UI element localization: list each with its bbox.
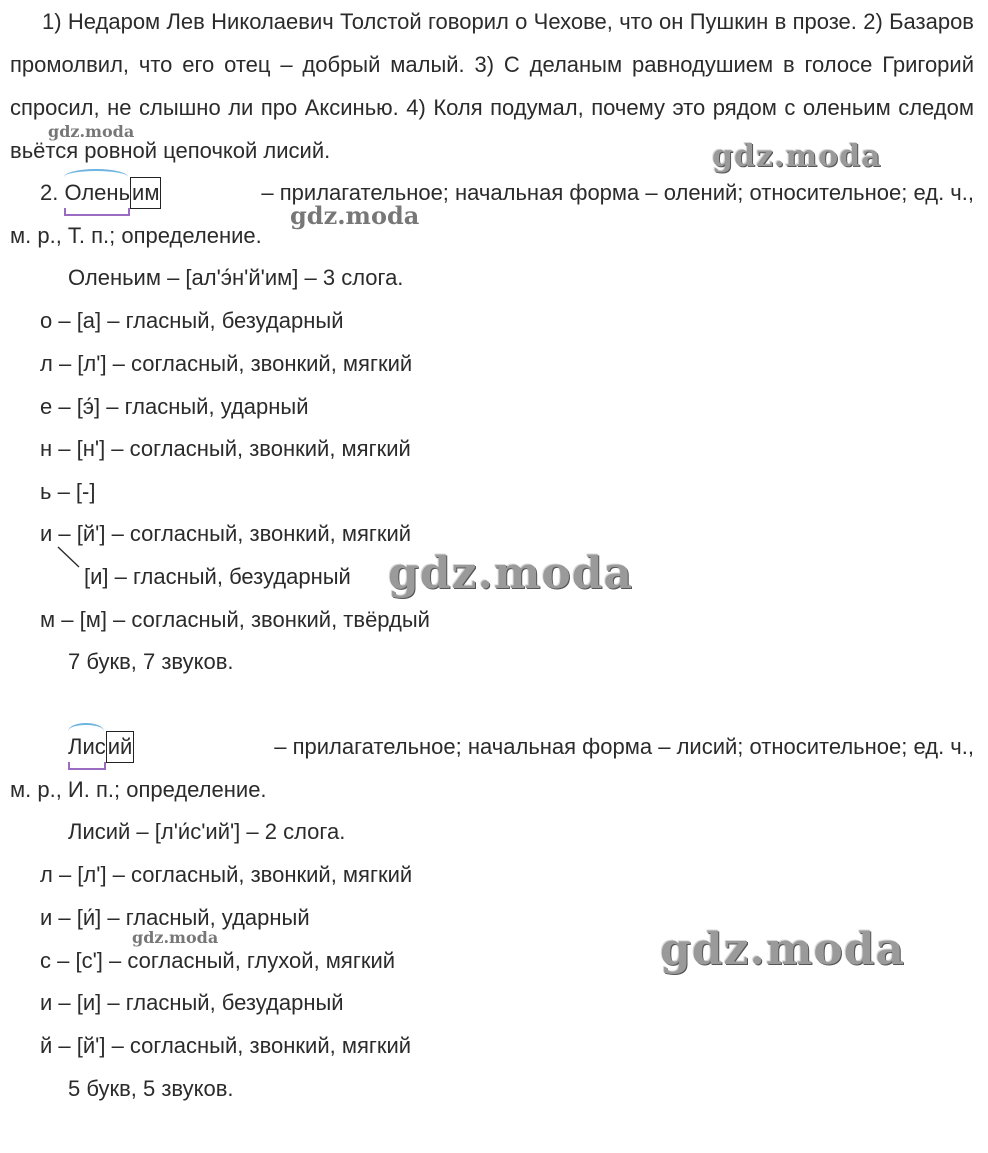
watermark: gdz.moda	[388, 548, 634, 599]
word1-root	[64, 178, 130, 208]
word1-soft-sign: ь	[118, 180, 131, 205]
word2-analysis-line1	[68, 725, 974, 768]
word1-analysis-line1	[40, 171, 974, 214]
word1-heading	[40, 171, 161, 214]
word2-stem	[68, 732, 106, 762]
word2-letter-count: 5 букв, 5 звуков.	[68, 1076, 234, 1101]
word1-description: – прилагательное; начальная форма – олений; относительное; ед. ч.,	[261, 180, 974, 205]
sound-row: с – [с'] – согласный, глухой, мягкий	[40, 948, 396, 973]
sound-row: й – [й'] – согласный, звонкий, мягкий	[40, 1033, 412, 1058]
sound-row: л – [л'] – согласный, звонкий, мягкий	[40, 351, 413, 376]
sound-row: [и] – гласный, безударный	[84, 564, 351, 589]
word2-heading	[68, 725, 134, 768]
sound-row: ь – [-]	[40, 479, 96, 504]
word2-root	[68, 732, 106, 762]
watermark: gdz.moda	[132, 928, 219, 947]
word1-ending-box: им	[130, 177, 161, 209]
word1-analysis-line2: м. р., Т. п.; определение.	[10, 223, 262, 248]
sound-row: и – [и́] – гласный, ударный	[40, 905, 310, 930]
sound-row: м – [м] – согласный, звонкий, твёрдый	[40, 607, 430, 632]
word2-transcription: Лисий – [л'и́с'ий'] – 2 слога.	[68, 819, 346, 844]
sound-row: о – [а] – гласный, безударный	[40, 308, 344, 333]
word1-letter-count: 7 букв, 7 звуков.	[68, 649, 234, 674]
word1-stem	[64, 178, 130, 208]
sound-row: н – [н'] – согласный, звонкий, мягкий	[40, 436, 411, 461]
intro-paragraph: 1) Недаром Лев Николаевич Толстой говорил о Чехове, что он Пушкин в прозе. 2) Базаров промолвил, что его отец – добрый малый. 3) С деланым равнодушием в голосе Григорий спросил, не слышно ли про Аксинью. 4) Коля подумал, почему это рядом с оленьим следом вьётся ровной цепочкой лисий.	[10, 9, 974, 163]
word1-root-text: Олен	[64, 180, 119, 205]
word2-ending-box: ий	[106, 731, 135, 763]
sound-row: и – [и] – гласный, безударный	[40, 990, 344, 1015]
sound-row: л – [л'] – согласный, звонкий, мягкий	[40, 862, 413, 887]
sound-row: е – [э́] – гласный, ударный	[40, 394, 309, 419]
watermark: gdz.moda	[660, 924, 906, 975]
watermark: gdz.moda	[48, 122, 135, 141]
word2-description: – прилагательное; начальная форма – лисий; относительное; ед. ч.,	[274, 734, 974, 759]
word1-transcription: Оленьим – [ал'э́н'й'им] – 3 слога.	[68, 265, 404, 290]
watermark: gdz.moda	[290, 201, 420, 230]
watermark: gdz.moda	[712, 139, 882, 174]
word2-root-text: Лис	[68, 734, 106, 759]
word1-number: 2.	[40, 180, 59, 205]
sound-row: и – [й'] – согласный, звонкий, мягкий	[40, 521, 412, 546]
branch-line	[56, 545, 82, 571]
word2-analysis-line2: м. р., И. п.; определение.	[10, 777, 267, 802]
